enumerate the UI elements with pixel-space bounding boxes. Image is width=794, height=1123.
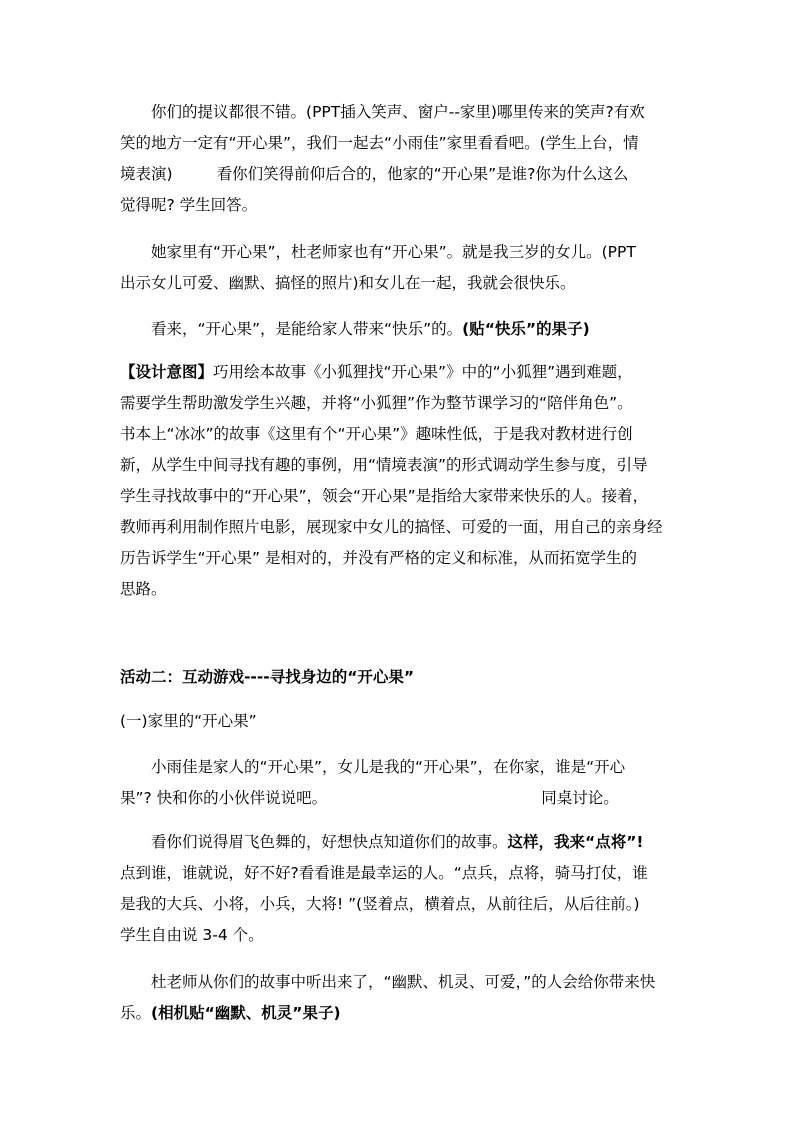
paragraph-design-intent: 【设计意图】巧用绘本故事《小狐狸找“开心果”》中的“小狐狸”遇到难题， 需要学生帮助激发学生兴趣，并将“小狐狸”作为整节课学习的“陪伴角色”。 书本上“冰冰”的故事《这里有个“开心果”》趣味性低，于是我对教材进行创 新，从学生中间寻找有趣的事例，用“情境表演”的形式调动学生参与度，引导 学生寻找故事中的“开心果”，领会“开心果”是指给大家带来快乐的人。接着， 教师再利用制作照片电影，展现家中女儿的搞怪、可爱的一面，用自己的亲身经 历告诉学生“开心果” 是相对的，并没有严格的定义和标准，从而拓宽学生的 思路。 xyxy=(120,363,663,598)
stage-direction: (贴“快乐”的果子) xyxy=(462,320,590,338)
paragraph-happiness: 看来，“开心果”，是能给家人带来“快乐”的。(贴“快乐”的果子) xyxy=(151,320,590,338)
section-heading: 活动二：互动游戏----寻找身边的“开心果” xyxy=(120,668,415,686)
paragraph-laughter-intro: 你们的提议都很不错。(PPT插入笑声、窗户--家里)哪里传来的笑声?有欢 笑的地方一定有“开心果”，我们一起去“小雨佳”家里看看吧。(学生上台，情 境表演) 看你们笑得前仰后合的，他家的“开心果”是谁?你为什么这么 觉得呢? 学生回答。 xyxy=(120,103,645,214)
paragraph-teacher-daughter: 她家里有“开心果”，杜老师家也有“开心果”。就是我三岁的女儿。(PPT 出示女儿可爱、幽默、搞怪的照片)和女儿在一起，我就会很快乐。 xyxy=(120,243,636,292)
subsection-heading: (一)家里的“开心果” xyxy=(120,712,257,730)
paragraph-family-discussion: 小雨佳是家人的“开心果”，女儿是我的“开心果”，在你家，谁是“开心 果”? 快和你的小伙伴说说吧。 同桌讨论。 xyxy=(120,758,626,807)
stage-direction: (相机贴“幽默、机灵”果子) xyxy=(151,1004,341,1022)
paragraph-pick-general: 看你们说得眉飞色舞的，好想快点知道你们的故事。这样，我来“点将”! 点到谁，谁就说，好不好?看看谁是最幸运的人。“点兵，点将，骑马打仗，谁 是我的大兵、小将，小兵，大将! ”(竖着点，横着点，从前往后，从后往前。) 学生自由说 3-4 个。 xyxy=(120,833,648,944)
ppt-note: PPT插入笑声、窗户--家里 xyxy=(312,103,491,121)
design-intent-label: 【设计意图】 xyxy=(120,363,214,381)
paragraph-summary: 杜老师从你们的故事中听出来了，“幽默、机灵、可爱，”的人会给你带来快 乐。(相机贴“幽默、机灵”果子) xyxy=(120,973,656,1022)
